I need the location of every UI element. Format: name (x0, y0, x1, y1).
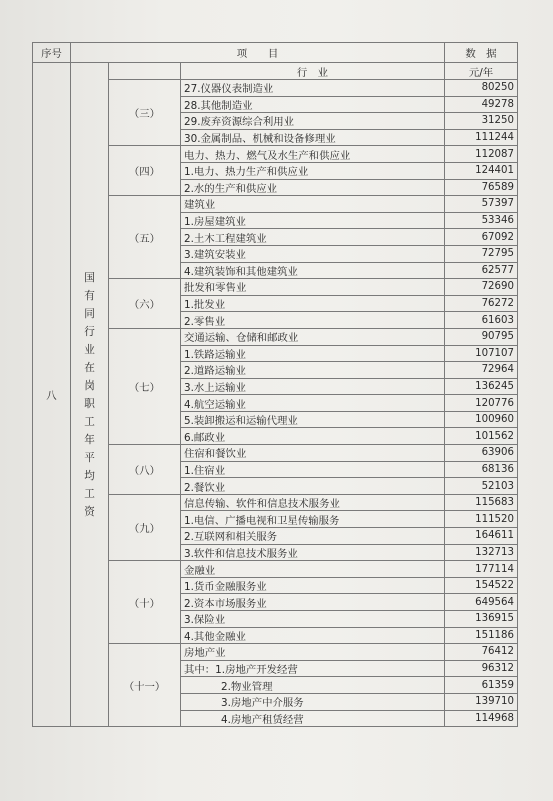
section-title-char: 均 (84, 469, 95, 482)
wage-table (32, 42, 518, 727)
wage-value: 31250 (445, 113, 518, 130)
header-row (33, 43, 518, 63)
section-title-char: 年 (84, 433, 95, 446)
wage-value: 100960 (445, 411, 518, 428)
group-code: （十） (109, 561, 181, 644)
group-code: （五） (109, 196, 181, 279)
industry-label: 4.房地产租赁经营 (181, 710, 445, 727)
wage-value: 90795 (445, 328, 518, 345)
group-code: （十一） (109, 644, 181, 727)
industry-label: 批发和零售业 (181, 279, 445, 296)
wage-value: 57397 (445, 196, 518, 213)
industry-label: 4.其他金融业 (181, 627, 445, 644)
group-code: （四） (109, 146, 181, 196)
industry-header: 行 业 (181, 63, 445, 80)
industry-label: 建筑业 (181, 196, 445, 213)
wage-value: 139710 (445, 693, 518, 710)
industry-label: 房地产业 (181, 644, 445, 661)
section-title-char: 国 (84, 271, 95, 284)
wage-value: 154522 (445, 577, 518, 594)
wage-value: 76272 (445, 295, 518, 312)
wage-value: 101562 (445, 428, 518, 445)
wage-value: 72964 (445, 362, 518, 379)
group-code: （六） (109, 279, 181, 329)
industry-label: 2.零售业 (181, 312, 445, 329)
wage-value: 115683 (445, 494, 518, 511)
unit-header: 元/年 (445, 63, 518, 80)
industry-label: 1.房屋建筑业 (181, 212, 445, 229)
industry-label: 4.航空运输业 (181, 395, 445, 412)
wage-value: 62577 (445, 262, 518, 279)
industry-label: 29.废弃资源综合利用业 (181, 113, 445, 130)
wage-value: 68136 (445, 461, 518, 478)
wage-value: 72690 (445, 279, 518, 296)
wage-value: 114968 (445, 710, 518, 727)
industry-label: 5.装卸搬运和运输代理业 (181, 411, 445, 428)
section-title-char: 有 (84, 289, 95, 302)
subheader-row (33, 63, 518, 80)
section-title-char: 同 (84, 307, 95, 320)
section-title (71, 63, 109, 727)
industry-label: 1.住宿业 (181, 461, 445, 478)
wage-value: 76589 (445, 179, 518, 196)
section-title-char: 职 (84, 397, 95, 410)
industry-label: 2.餐饮业 (181, 478, 445, 495)
wage-value: 63906 (445, 445, 518, 462)
industry-label: 1.货币金融服务业 (181, 577, 445, 594)
industry-label: 1.批发业 (181, 295, 445, 312)
industry-label: 27.仪器仪表制造业 (181, 80, 445, 97)
group-code: （三） (109, 80, 181, 146)
wage-value: 80250 (445, 80, 518, 97)
section-title-char: 平 (84, 451, 95, 464)
industry-label: 2.土木工程建筑业 (181, 229, 445, 246)
wage-value: 136245 (445, 378, 518, 395)
section-title-char: 岗 (84, 379, 95, 392)
wage-value: 124401 (445, 162, 518, 179)
industry-label: 6.邮政业 (181, 428, 445, 445)
wage-value: 52103 (445, 478, 518, 495)
section-title-char: 在 (84, 361, 95, 374)
industry-label: 2.资本市场服务业 (181, 594, 445, 611)
group-code: （八） (109, 445, 181, 495)
wage-value: 151186 (445, 627, 518, 644)
industry-label: 2.互联网和相关服务 (181, 528, 445, 545)
industry-label: 3.建筑安装业 (181, 245, 445, 262)
industry-label: 3.保险业 (181, 611, 445, 628)
wage-value: 112087 (445, 146, 518, 163)
industry-label: 3.水上运输业 (181, 378, 445, 395)
wage-value: 649564 (445, 594, 518, 611)
industry-label: 4.建筑装饰和其他建筑业 (181, 262, 445, 279)
section-title-char: 行 (84, 325, 95, 338)
industry-label: 住宿和餐饮业 (181, 445, 445, 462)
industry-label: 电力、热力、燃气及水生产和供应业 (181, 146, 445, 163)
industry-label: 2.道路运输业 (181, 362, 445, 379)
item-header: 项 目 (71, 43, 445, 63)
wage-value: 132713 (445, 544, 518, 561)
data-header: 数 据 (445, 43, 518, 63)
wage-value: 67092 (445, 229, 518, 246)
industry-label: 1.电信、广播电视和卫星传输服务 (181, 511, 445, 528)
section-title-char: 资 (84, 505, 95, 518)
section-title-char: 工 (84, 487, 95, 500)
wage-value: 164611 (445, 528, 518, 545)
group-code: （九） (109, 494, 181, 560)
wage-value: 61603 (445, 312, 518, 329)
wage-value: 96312 (445, 660, 518, 677)
section-number: 八 (33, 63, 71, 727)
industry-label: 1.电力、热力生产和供应业 (181, 162, 445, 179)
industry-label: 3.软件和信息技术服务业 (181, 544, 445, 561)
industry-label: 信息传输、软件和信息技术服务业 (181, 494, 445, 511)
wage-value: 49278 (445, 96, 518, 113)
industry-label: 30.金属制品、机械和设备修理业 (181, 129, 445, 146)
blank-cell (109, 63, 181, 80)
wage-value: 177114 (445, 561, 518, 578)
industry-label: 3.房地产中介服务 (181, 693, 445, 710)
group-code: （七） (109, 328, 181, 444)
industry-label: 金融业 (181, 561, 445, 578)
section-title-char: 业 (84, 343, 95, 356)
serial-header: 序号 (33, 43, 71, 63)
wage-value: 53346 (445, 212, 518, 229)
wage-value: 111520 (445, 511, 518, 528)
wage-value: 136915 (445, 611, 518, 628)
industry-label: 2.物业管理 (181, 677, 445, 694)
industry-label: 2.水的生产和供应业 (181, 179, 445, 196)
wage-value: 61359 (445, 677, 518, 694)
industry-label: 1.铁路运输业 (181, 345, 445, 362)
industry-label: 其中：1.房地产开发经营 (181, 660, 445, 677)
wage-value: 107107 (445, 345, 518, 362)
industry-label: 28.其他制造业 (181, 96, 445, 113)
section-title-char: 工 (84, 415, 95, 428)
wage-value: 111244 (445, 129, 518, 146)
industry-label: 交通运输、仓储和邮政业 (181, 328, 445, 345)
wage-value: 76412 (445, 644, 518, 661)
wage-value: 72795 (445, 245, 518, 262)
wage-value: 120776 (445, 395, 518, 412)
table-body (33, 43, 518, 727)
